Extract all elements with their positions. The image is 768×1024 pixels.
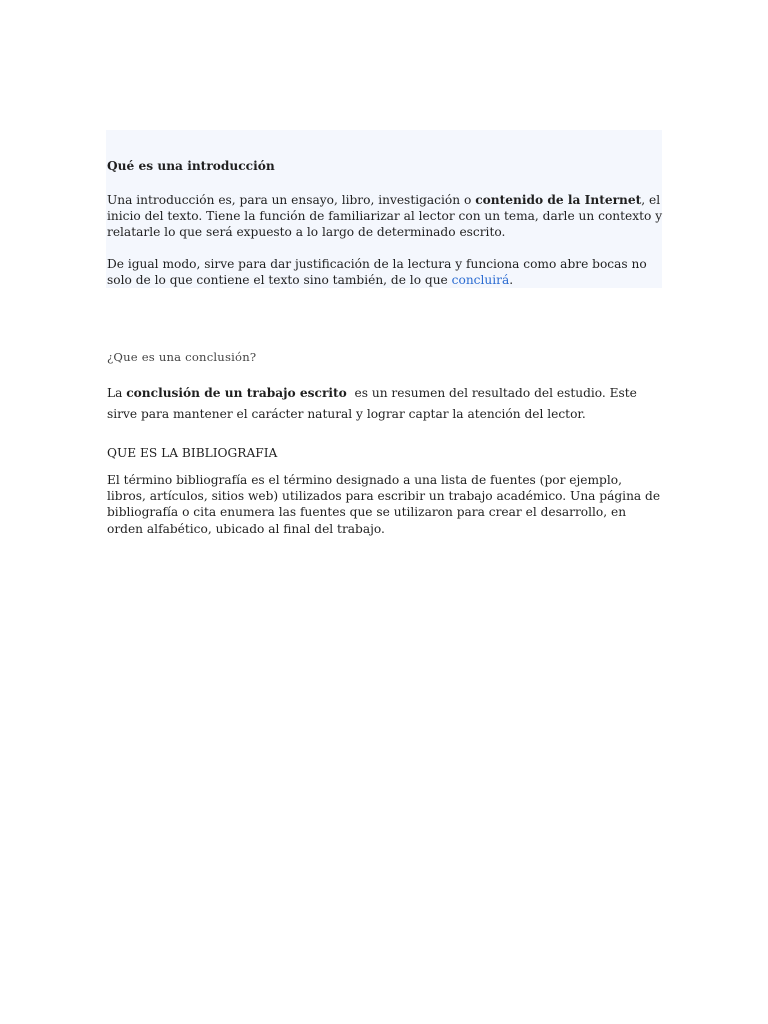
intro-p2-text-end: . (509, 273, 514, 288)
conclusion-paragraph (107, 383, 663, 424)
intro-p1-bold: contenido de la Internet (475, 193, 642, 207)
conclusion-heading: ¿Que es una conclusión? (107, 350, 257, 364)
concluira-link[interactable]: concluirá (451, 273, 510, 288)
conclusion-bold: conclusión de un trabajo escrito (126, 386, 347, 400)
intro-p1-text-start: Una introducción es, para un ensayo, libro, investigación o (107, 193, 476, 207)
intro-paragraph-1 (107, 192, 663, 241)
intro-title: Qué es una introducción (107, 159, 275, 173)
bibliography-paragraph: El término bibliografía es el término designado a una lista de fuentes (por ejemplo, libros, artículos, sitios web) utilizados para escribir un trabajo académico. Una página de bibliografía o cita enumera las fuentes que se utilizaron para crear el desarrollo, en orden alfabético, ubicado al final del trabajo. (107, 473, 661, 536)
intro-paragraph-2 (107, 256, 663, 288)
intro-p1-text-end: , el inicio del texto. Tiene la función de familiarizar al lector con un tema, darle un contexto y relatarle lo que será expuesto a lo largo de determinado escrito. (107, 193, 663, 240)
bibliography-heading: QUE ES LA BIBLIOGRAFIA (107, 446, 278, 460)
conclusion-text-end: es un resumen del resultado del estudio. Este sirve para mantener el carácter natural y lograr captar la atención del lector. (107, 386, 641, 421)
conclusion-text-start: La (107, 386, 127, 400)
intro-p2-text-start: De igual modo, sirve para dar justificación de la lectura y funciona como abre bocas no solo de lo que contiene el texto sino también, de lo que (107, 257, 647, 288)
